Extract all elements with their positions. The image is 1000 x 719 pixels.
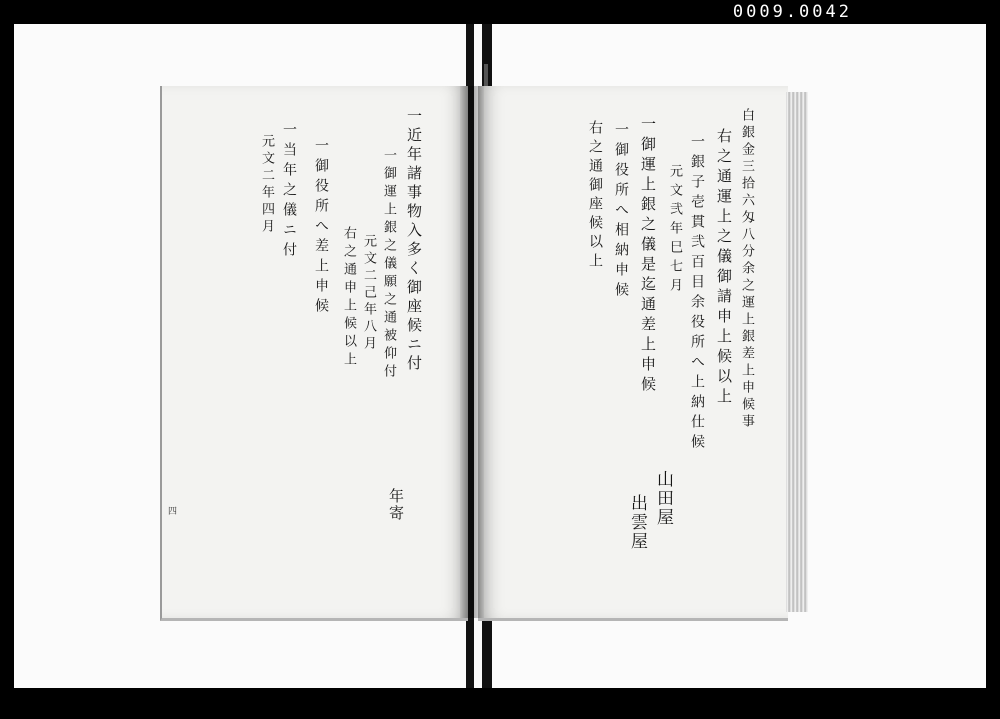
frame-number: 0009.0042 bbox=[732, 2, 852, 22]
right-column-4: 元文弐年巳七月 bbox=[667, 164, 682, 297]
open-book bbox=[160, 86, 808, 618]
right-column-6: 一御役所へ相納申候 bbox=[613, 122, 629, 302]
left-column-7: 元文二年四月 bbox=[259, 134, 274, 236]
left-column-1: 一近年諸事物入多く御座候ニ付 bbox=[405, 108, 423, 374]
right-column-1: 白銀金三拾六匁八分余之運上銀差上申候事 bbox=[739, 108, 754, 431]
left-column-2: 一御運上銀之儀願之通被仰付 bbox=[381, 148, 396, 382]
signature-1: 山田屋 bbox=[653, 470, 673, 527]
signature-2: 出雲屋 bbox=[627, 494, 647, 551]
right-column-3: 一銀子壱貫弐百目余役所へ上納仕候 bbox=[689, 134, 705, 454]
right-column-7: 右之通御座候以上 bbox=[587, 120, 603, 272]
page-number: 四 bbox=[168, 507, 178, 517]
page-edges bbox=[786, 92, 808, 612]
right-column-2: 右之通運上之儀御請申上候以上 bbox=[715, 128, 733, 408]
book-binding bbox=[460, 86, 484, 618]
right-page bbox=[478, 86, 788, 621]
left-column-6: 一当年之儀ニ付 bbox=[281, 122, 297, 262]
left-column-5: 一御役所へ差上申候 bbox=[313, 138, 329, 318]
right-column-5: 一御運上銀之儀是迄通差上申候 bbox=[639, 116, 657, 396]
left-column-4: 右之通申上候以上 bbox=[341, 226, 356, 370]
left-seal-mark: 年寄 bbox=[387, 488, 405, 522]
left-column-3: 元文二己年八月 bbox=[361, 234, 376, 353]
left-page bbox=[160, 86, 468, 621]
